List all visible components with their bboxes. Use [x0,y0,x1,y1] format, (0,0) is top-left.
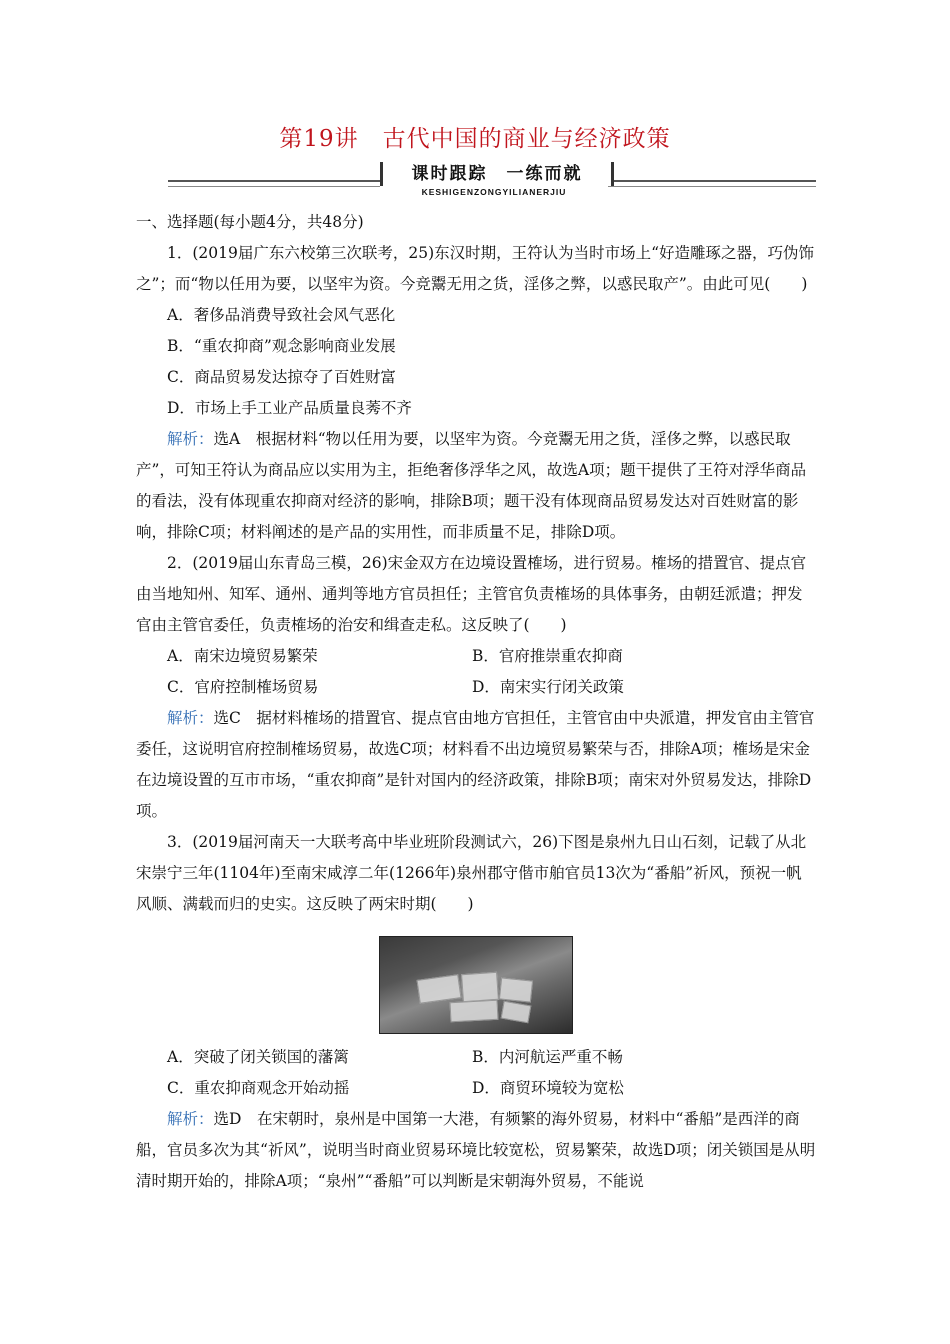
analysis-label: 解析： [167,430,214,448]
analysis-text: 选A 根据材料“物以任用为要，以坚牢为资。今竞鬻无用之货，淫侈之弊，以惑民取产”，可知王符认为商品应以实用为主，拒绝奢侈浮华之风，故选A项；题干提供了王符对浮华商品的看法，没有体现重农抑商对经济的影响，排除B项；题干没有体现商品贸易发达对百姓财富的影响，排除C项；材料阐述的是产品的实用性，而非质量不足，排除D项。 [136,430,807,541]
photo-slab [501,1001,532,1024]
question-1-stem: 1．(2019届广东六校第三次联考，25)东汉时期，王符认为当时市场上“好造雕琢之器，巧伪饰之”；而“物以任用为要，以坚牢为资。今竞鬻无用之货，淫侈之弊，以惑民取产”。由此可见( ) [136,244,815,293]
photo-slab [499,977,533,1002]
question-2-option-c: C．官府控制榷场贸易 [167,678,319,696]
question-1-option-c: C．商品贸易发达掠夺了百姓财富 [167,368,396,386]
question-2-analysis [136,703,816,827]
question-3-options-row-2 [136,1073,816,1104]
analysis-label: 解析： [167,709,214,727]
exercise-content [136,207,816,1197]
section-banner [168,160,816,202]
question-1-option-b: B．“重农抑商”观念影响商业发展 [167,337,396,355]
banner-pinyin: KESHIGENZONGYILIANERJIU [380,186,608,198]
question-2-option-d: D．南宋实行闭关政策 [472,678,624,696]
question-3-option-c: C．重农抑商观念开始动摇 [167,1079,350,1097]
question-3-option-d: D．商贸环境较为宽松 [472,1079,624,1097]
analysis-text: 选D 在宋朝时，泉州是中国第一大港，有频繁的海外贸易，材料中“番船”是西洋的商船，官员多次为其“祈风”，说明当时商业贸易环境比较宽松，贸易繁荣，故选D项；闭关锁国是从明清时期开始的，排除A项；“泉州”“番船”可以判断是宋朝海外贸易，不能说 [136,1110,816,1190]
question-1-analysis [136,424,816,548]
question-3-option-a: A．突破了闭关锁国的藩篱 [167,1048,349,1066]
question-3-stem: 3．(2019届河南天一大联考高中毕业班阶段测试六，26)下图是泉州九日山石刻，记载了从北宋崇宁三年(1104年)至南宋咸淳二年(1266年)泉州郡守偕市舶官员13次为“番船”祈风，预祝一帆风顺、满载而归的史实。这反映了两宋时期( ) [136,833,807,913]
question-2-option-b: B．官府推崇重农抑商 [472,647,623,665]
question-3-analysis [136,1104,816,1197]
question-2-options-row-2 [136,672,816,703]
section-heading: 一、选择题(每小题4分，共48分) [136,213,364,231]
banner-label: 课时跟踪 一练而就 [380,162,614,186]
photo-slab [450,1000,499,1022]
question-1-option-a: A．奢侈品消费导致社会风气恶化 [167,306,396,324]
analysis-text: 选C 据材料榷场的措置官、提点官由地方官担任，主管官由中央派遣，押发官由主管官委任，这说明官府控制榷场贸易，故选C项；材料看不出边境贸易繁荣与否，排除A项；榷场是宋金在边境设置的互市市场，“重农抑商”是针对国内的经济政策，排除B项；南宋对外贸易发达，排除D项。 [136,709,815,820]
photo-slab [417,974,462,1004]
analysis-label: 解析： [167,1110,214,1128]
stone-inscription-photo [379,936,573,1034]
question-1-option-d: D．市场上手工业产品质量良莠不齐 [167,399,412,417]
question-3-options-row-1 [136,1042,816,1073]
question-2-option-a: A．南宋边境贸易繁荣 [167,647,318,665]
question-2-stem: 2．(2019届山东青岛三模，26)宋金双方在边境设置榷场，进行贸易。榷场的措置官、提点官由当地知州、知军、通州、通判等地方官员担任；主管官负责榷场的具体事务，由朝廷派遣；押发官由主管官委任，负责榷场的治安和缉查走私。这反映了( ) [136,554,807,634]
question-2-options-row-1 [136,641,816,672]
photo-slab [461,972,499,1002]
page-title: 第19讲 古代中国的商业与经济政策 [279,126,671,152]
question-3-option-b: B．内河航运严重不畅 [472,1048,623,1066]
